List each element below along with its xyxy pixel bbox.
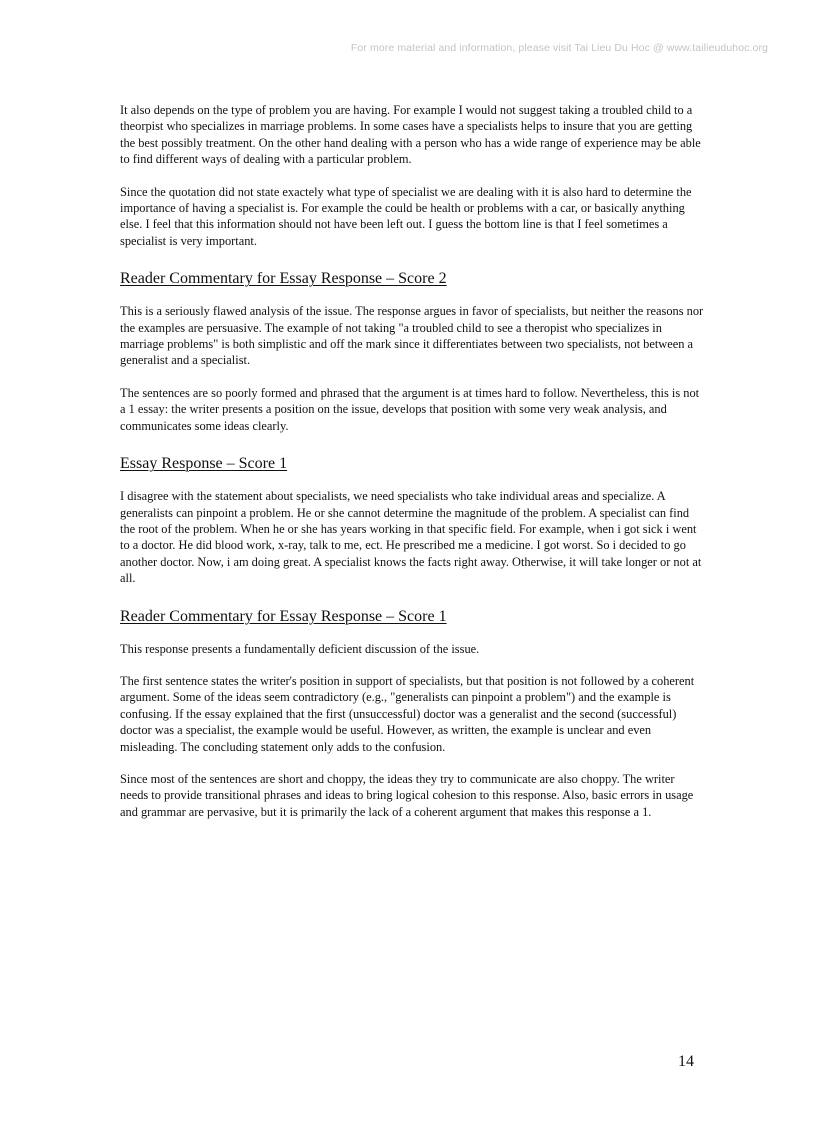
document-body bbox=[120, 102, 704, 820]
watermark-text: For more material and information, please visit Tai Lieu Du Hoc @ www.tailieuduhoc.org bbox=[350, 42, 768, 54]
section-heading-essay-score-1: Essay Response – Score 1 bbox=[120, 455, 288, 473]
section-heading-commentary-score-1: Reader Commentary for Essay Response – Score 1 bbox=[120, 607, 447, 625]
section-heading-commentary-score-2: Reader Commentary for Essay Response – Score 2 bbox=[120, 270, 447, 288]
body-paragraph: It also depends on the type of problem you are having. For example I would not suggest taking a troubled child to a theorpist who specializes in marriage problems. In some cases have a specialists helps to insure that you are getting the best possibly treatment. On the other hand dealing with a person who has a wide range of experience may be able to find different ways of dealing with a particular problem. bbox=[120, 103, 701, 167]
body-paragraph: The first sentence states the writer's position in support of specialists, but that position is not followed by a coherent argument. Some of the ideas seem contradictory (e.g., "generalists can pinpoint a problem") and the example is confusing. If the essay explained that the first (unsuccessful) doctor was a generalist and the second (successful) doctor was a specialist, the example would be useful. However, as written, the example is unclear and even misleading. The concluding statement only adds to the confusion. bbox=[120, 673, 695, 754]
body-paragraph: Since most of the sentences are short and choppy, the ideas they try to communicate are also choppy. The writer needs to provide transitional phrases and ideas to bring logical cohesion to this response. Also, basic errors in usage and grammar are pervasive, but it is primarily the lack of a coherent argument that makes this response a 1. bbox=[120, 771, 694, 819]
body-paragraph: Since the quotation did not state exactely what type of specialist we are dealing with it is also hard to determine the importance of having a specialist is. For example the could be health or problems with a car, or basically anything else. I feel that this information should not have been left out. I guess the bottom line is that I feel sometimes a specialist is very important. bbox=[120, 184, 692, 248]
body-paragraph: This response presents a fundamentally deficient discussion of the issue. bbox=[120, 641, 480, 656]
body-paragraph: The sentences are so poorly formed and phrased that the argument is at times hard to follow. Nevertheless, this is not a 1 essay: the writer presents a position on the issue, develops that position with some very weak analysis, and communicates some ideas clearly. bbox=[120, 385, 700, 433]
body-paragraph: This is a seriously flawed analysis of the issue. The response argues in favor of specialists, but neither the reasons nor the examples are persuasive. The example of not taking "a troubled child to see a theropist who specializes in marriage problems" is both simplistic and off the mark since it differentiates between two specialists, not between a generalist and a specialist. bbox=[120, 304, 704, 368]
body-paragraph: I disagree with the statement about specialists, we need specialists who take individual areas and specialize. A generalists can pinpoint a problem. He or she cannot determine the magnitude of the problem. A specialist can find the root of the problem. When he or she has years working in that specific field. For example, when i got sick i went to a doctor. He did blood work, x-ray, talk to me, ect. He prescribed me a medicine. I got worst. So i decided to go another doctor. Now, i am doing great. A specialist knows the facts right away. Otherwise, it will take longer or not at all. bbox=[120, 489, 702, 586]
page-number: 14 bbox=[678, 1053, 694, 1070]
